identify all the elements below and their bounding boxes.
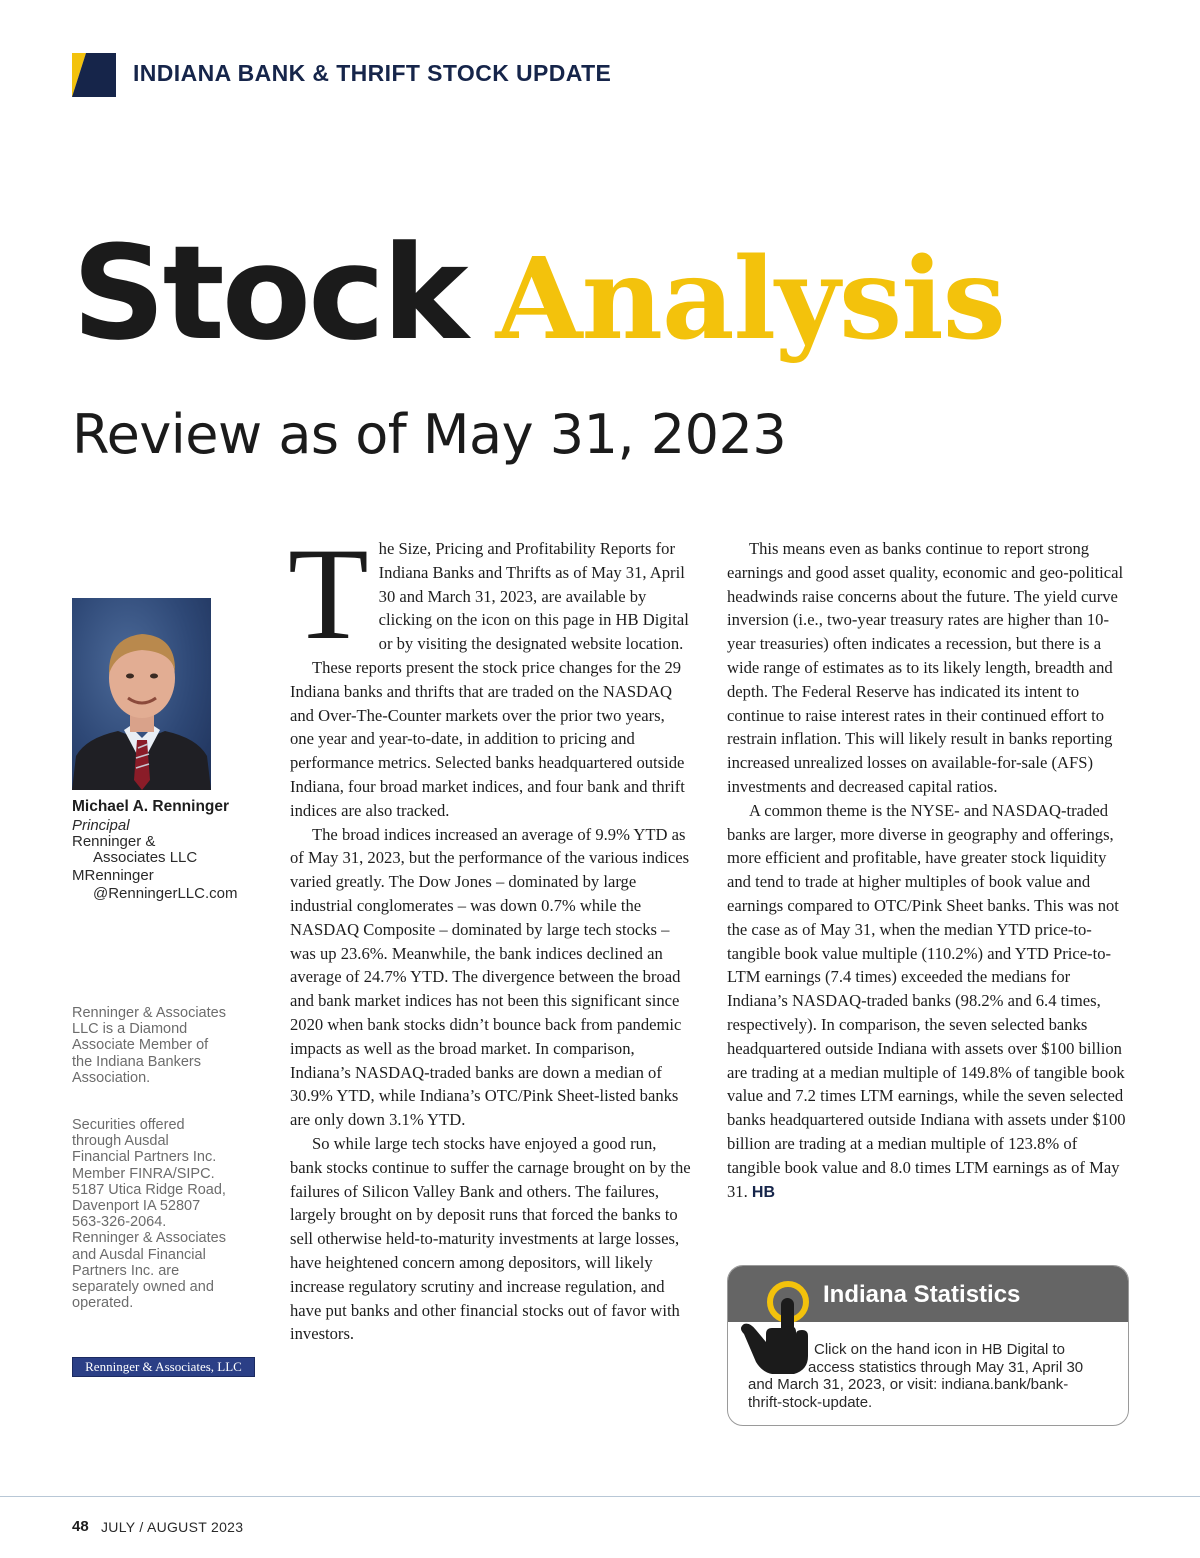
- securities-disclosure: [72, 1117, 226, 1311]
- article-paragraph-text: A common theme is the NYSE- and NASDAQ-traded banks are larger, more diverse in geography and offerings, more efficient and profitable, have greater stock liquidity and tend to trade at higher multiples of book value and earnings compared to OTC/Pink Sheet banks. This was not the case as of May 31, when the median YTD price-to-tangible book value multiple (110.2%) and YTD Price-to-LTM earnings (7.4 times) exceeded the medians for Indiana’s NASDAQ-traded banks (98.2% and 6.4 times, respectively). In comparison, the seven selected banks headquartered outside Indiana with assets over $100 billion are trading at a median multiple of 149.8% of tangible book value and 7.2 times LTM earnings, while the seven selected banks headquartered outside Indiana with assets under $100 billion are trading at a median multiple of 123.8% of tangible book value and 8.0 times LTM earnings as of May 31.: [727, 800, 1126, 1201]
- stats-line: Click on the hand icon in HB Digital to: [814, 1341, 1065, 1358]
- article-paragraph: So while large tech stocks have enjoyed a good run, bank stocks continue to suffer the carnage brought on by the failures of Silicon Valley Bank and others. The failures, largely brought on by deposit runs that forced the banks to sell otherwise held-to-maturity investments at large losses, have heightened concern among depositors, will likely increase regulatory scrutiny and increase regulation, and have put banks and other financial stocks out of favor with investors.: [290, 1133, 691, 1344]
- note-line: Partners Inc. are: [72, 1262, 180, 1279]
- note-line: Securities offered: [72, 1117, 185, 1133]
- author-portrait: [72, 598, 211, 790]
- page-subtitle: Review as of May 31, 2023: [72, 403, 787, 466]
- note-line: the Indiana Bankers: [72, 1053, 201, 1070]
- note-line: Associate Member of: [72, 1037, 209, 1054]
- author-email[interactable]: MRenninger: [72, 867, 154, 884]
- chevron-flag-icon: [72, 53, 116, 97]
- author-role: Principal: [72, 817, 130, 834]
- note-line: Renninger & Associates: [72, 1005, 226, 1021]
- article-column-left: [288, 520, 692, 1346]
- note-line: through Ausdal: [72, 1133, 169, 1150]
- stats-line[interactable]: thrift-stock-update.: [748, 1393, 873, 1411]
- footer-divider: [0, 1496, 1200, 1497]
- end-mark: HB: [751, 1183, 776, 1201]
- note-line: Davenport IA 52807: [72, 1198, 201, 1215]
- note-line: LLC is a Diamond: [72, 1021, 188, 1038]
- article-paragraph: The broad indices increased an average of 9.9% YTD as of May 31, 2023, but the performance of the various indices varied greatly. The Dow Jones – dominated by large industrial conglomerates – was down 0.7% while the NASDAQ Composite – dominated by large tech stocks – was up 23.6%. Meanwhile, the bank indices declined an average of 24.7% YTD. The divergence between the broad and bank market indices has not been this significant since 2020 when bank stocks didn’t bounce back from pandemic impacts as well as the broad market. In comparison, Indiana’s NASDAQ-traded banks are down a median of 30.9% YTD, while Indiana’s OTC/Pink Sheet-listed banks are only down 3.1% YTD.: [290, 824, 690, 1130]
- page-title: [72, 217, 1005, 369]
- note-line: operated.: [72, 1295, 134, 1312]
- stats-title: Indiana Statistics: [823, 1281, 1021, 1308]
- note-line: 563-326-2064.: [72, 1214, 167, 1231]
- article-column-right: [727, 537, 1130, 1204]
- issue-date: JULY / AUGUST 2023: [101, 1519, 244, 1535]
- note-line: Member FINRA/SIPC.: [72, 1165, 215, 1182]
- note-line: separately owned and: [72, 1279, 214, 1296]
- article-paragraph: [727, 799, 1130, 1205]
- title-word-stock: Stock: [72, 217, 466, 369]
- author-company: Renninger &: [72, 833, 156, 850]
- article-paragraph: This means even as banks continue to report strong earnings and good asset quality, economic and geo-political headwinds raise concerns about the future. The yield curve inversion (i.e., two-year treasury rates are higher than 10-year treasuries) often indicates a recession, but there is a wide range of estimates as to its likely length, breadth and depth. The Federal Reserve has indicated its intent to continue to raise interest rates in their continued effort to restrain inflation. This will likely result in banks reporting increased unrealized losses on available-for-sale (AFS) investments and decreased capital ratios.: [727, 539, 1124, 796]
- membership-note: [72, 1005, 226, 1086]
- stats-line: access statistics through May 31, April 30: [808, 1358, 1084, 1376]
- note-line: Financial Partners Inc.: [72, 1149, 217, 1166]
- stats-line[interactable]: and March 31, 2023, or visit: indiana.bank/bank-: [748, 1376, 1069, 1393]
- author-name: Michael A. Renninger: [72, 798, 230, 815]
- note-line: Association.: [72, 1069, 151, 1086]
- drop-cap: T: [288, 520, 369, 667]
- page-number: 48: [72, 1518, 89, 1535]
- article-paragraph: he Size, Pricing and Profitability Reports for Indiana Banks and Thrifts as of May 31, April 30 and March 31, 2023, are available by clicking on the icon on this page in HB Digital or by visiting the designated website location.: [378, 539, 689, 654]
- title-word-analysis: Analysis: [495, 234, 1005, 365]
- article-paragraph: These reports present the stock price changes for the 29 Indiana banks and thrifts that are traded on the NASDAQ and Over-The-Counter markets over the prior two years, one year and year-to-date, in addition to pricing and performance metrics. Selected banks headquartered outside Indiana, four broad market indices, and four bank and thrift indices are also tracked.: [290, 657, 685, 820]
- note-line: 5187 Utica Ridge Road,: [72, 1181, 226, 1198]
- pointing-hand-icon[interactable]: [738, 1272, 818, 1376]
- note-line: and Ausdal Financial: [72, 1246, 206, 1263]
- section-label: INDIANA BANK & THRIFT STOCK UPDATE: [133, 60, 612, 86]
- company-logo: Renninger & Associates, LLC: [72, 1357, 255, 1377]
- author-company: Associates LLC: [93, 849, 198, 866]
- note-line: Renninger & Associates: [72, 1230, 226, 1247]
- author-email[interactable]: @RenningerLLC.com: [93, 885, 238, 902]
